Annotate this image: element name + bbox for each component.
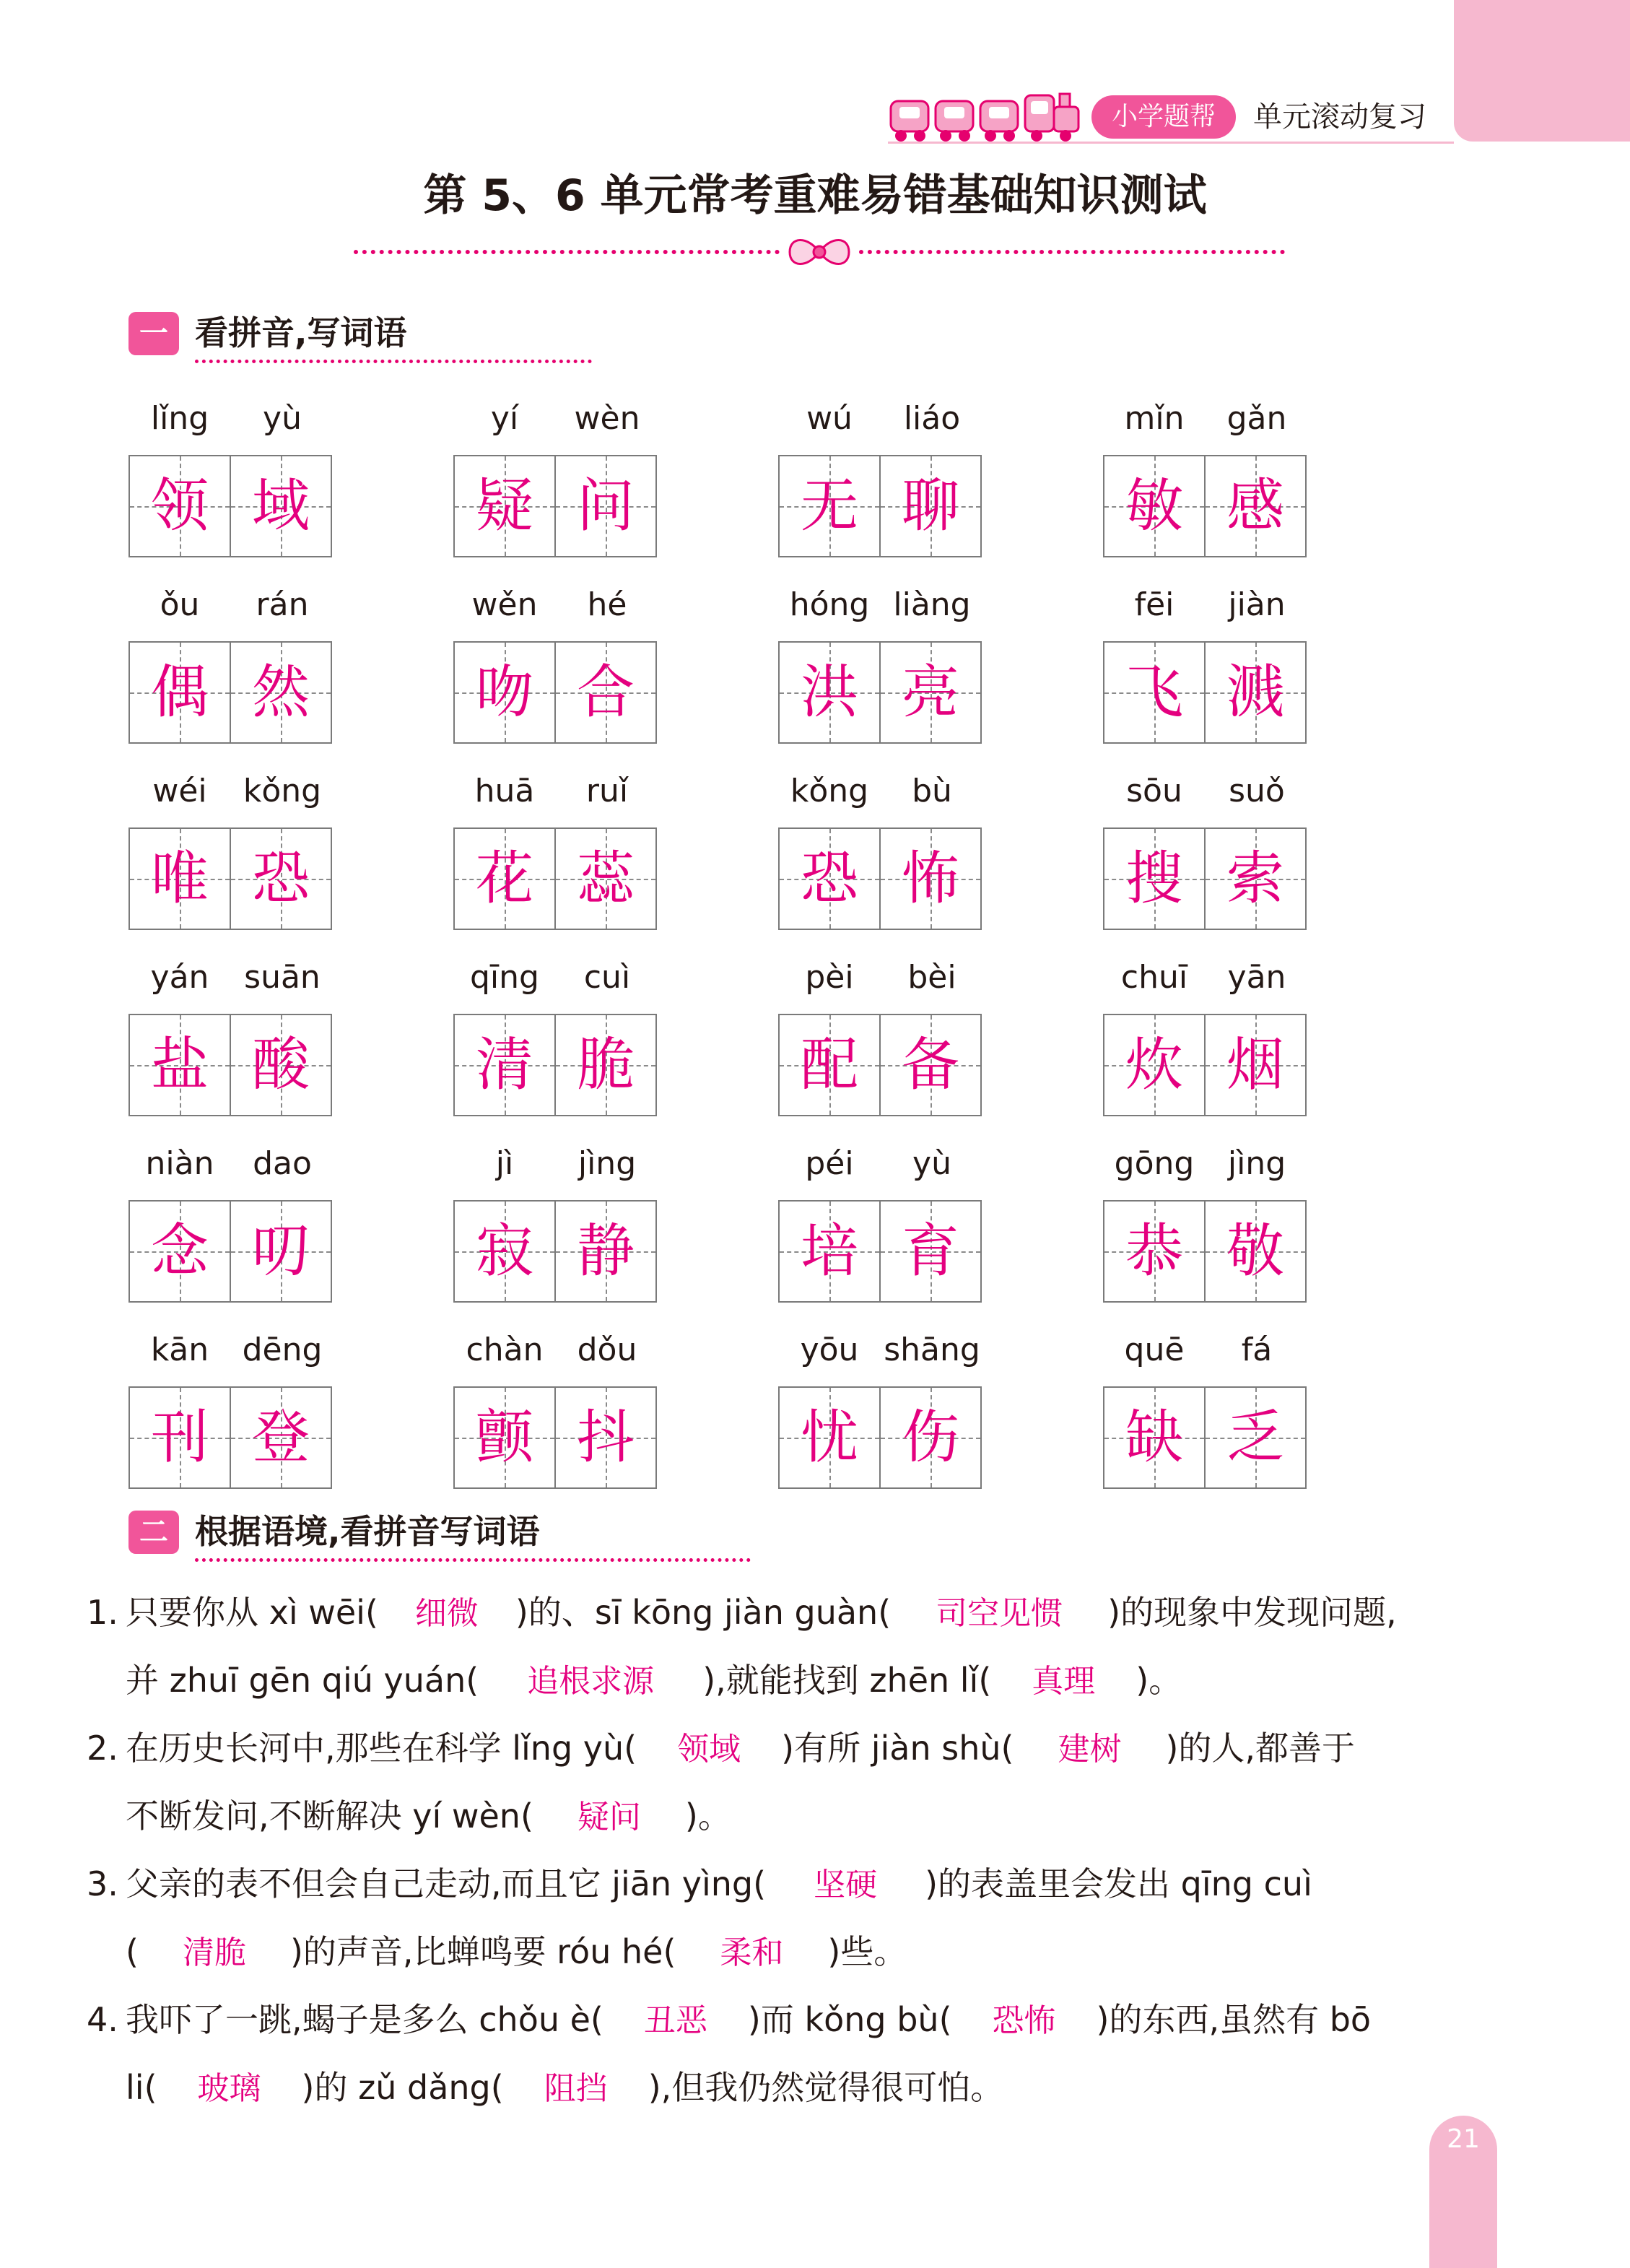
pinyin: wěn bbox=[471, 586, 538, 623]
char-cell bbox=[453, 455, 556, 557]
answer: 建树 bbox=[1058, 1731, 1122, 1768]
char: 配 bbox=[801, 1031, 858, 1098]
word-item bbox=[453, 1142, 658, 1316]
corner-tab bbox=[1454, 0, 1630, 142]
question-2-line-1: 2. 在历史长河中,那些在科学 lǐng yù( 领域 )有所 jiàn shù( 建树 )的人,都善于 bbox=[126, 1714, 1512, 1783]
word-item bbox=[128, 1329, 334, 1502]
text: 的表盖里会发出 bbox=[938, 1864, 1181, 1903]
section1-underline bbox=[195, 360, 592, 363]
char: 寂 bbox=[476, 1217, 533, 1285]
pinyin: yù bbox=[263, 400, 302, 437]
char: 无 bbox=[801, 472, 858, 539]
char-cell bbox=[879, 1386, 982, 1489]
char-cell bbox=[554, 641, 657, 744]
word-item bbox=[778, 956, 983, 1129]
text: 而 bbox=[760, 2000, 805, 2039]
char-cell bbox=[778, 1014, 881, 1116]
char-cell bbox=[230, 455, 332, 557]
text: 的现象中发现问题, bbox=[1120, 1593, 1397, 1632]
pinyin: rán bbox=[256, 586, 309, 623]
char: 偶 bbox=[151, 659, 209, 726]
page-title: 第 5、6 单元常考重难易错基础知识测试 bbox=[423, 170, 1207, 221]
pinyin: yí wèn bbox=[412, 1796, 520, 1835]
pinyin: qīng bbox=[470, 959, 539, 996]
word-item bbox=[778, 1329, 983, 1502]
char-cell bbox=[1204, 1200, 1307, 1303]
text: 父亲的表不但会自己走动,而且它 bbox=[126, 1864, 612, 1903]
pinyin: dao bbox=[253, 1145, 312, 1182]
char-cell bbox=[879, 641, 982, 744]
text: 的、 bbox=[528, 1593, 595, 1632]
page-number: 21 bbox=[1447, 2124, 1480, 2154]
char-cell bbox=[453, 827, 556, 930]
char-cell bbox=[879, 827, 982, 930]
section2-title: 根据语境,看拼音写词语 bbox=[195, 1512, 540, 1551]
pinyin: jiàn shù bbox=[871, 1729, 1001, 1768]
pinyin: wéi bbox=[152, 773, 207, 809]
char: 乏 bbox=[1226, 1404, 1284, 1471]
char: 叨 bbox=[252, 1217, 310, 1285]
word-item bbox=[128, 770, 334, 943]
pinyin: jiān yìng bbox=[611, 1864, 754, 1903]
pinyin: hé bbox=[587, 586, 627, 623]
section2-heading bbox=[128, 1508, 706, 1558]
pinyin: yān bbox=[1227, 959, 1286, 996]
text: 并 bbox=[126, 1661, 170, 1700]
pinyin: suān bbox=[244, 959, 321, 996]
word-item bbox=[1103, 1329, 1308, 1502]
word-item bbox=[453, 397, 658, 570]
pinyin: kǒng bbox=[243, 773, 322, 809]
question-number: 3. bbox=[87, 1864, 118, 1903]
header-divider bbox=[888, 142, 1454, 144]
char-cell bbox=[230, 827, 332, 930]
pinyin: bō bbox=[1329, 2000, 1372, 2039]
section1-heading bbox=[128, 309, 562, 360]
word-item bbox=[128, 583, 334, 757]
text: 。 bbox=[1149, 1661, 1182, 1700]
pinyin: chuī bbox=[1120, 959, 1188, 996]
pinyin: róu hé bbox=[557, 1932, 663, 1971]
char-cell bbox=[554, 455, 657, 557]
char-cell bbox=[879, 1200, 982, 1303]
word-item bbox=[1103, 397, 1308, 570]
pinyin: fēi bbox=[1134, 586, 1174, 623]
char: 索 bbox=[1226, 845, 1284, 912]
bow-icon bbox=[785, 233, 853, 271]
char-cell bbox=[453, 641, 556, 744]
pinyin: zhēn lǐ bbox=[869, 1661, 979, 1700]
char: 飞 bbox=[1125, 659, 1183, 726]
pinyin: liàng bbox=[893, 586, 971, 623]
pinyin: quē bbox=[1124, 1331, 1185, 1368]
char-cell bbox=[1204, 455, 1307, 557]
pinyin: wú bbox=[806, 400, 853, 437]
char: 领 bbox=[151, 472, 209, 539]
answer: 领域 bbox=[677, 1731, 741, 1768]
char: 蕊 bbox=[577, 845, 635, 912]
char: 花 bbox=[476, 845, 533, 912]
page-number-tab bbox=[1429, 2116, 1497, 2268]
answer: 细微 bbox=[414, 1595, 479, 1632]
pinyin: chǒu è bbox=[479, 2000, 590, 2039]
word-item bbox=[128, 956, 334, 1129]
question-1-line-2: 并 zhuī gēn qiú yuán( 追根求源 ),就能找到 zhēn lǐ( 真理 )。 bbox=[126, 1646, 1512, 1716]
char: 登 bbox=[252, 1404, 310, 1471]
word-item bbox=[778, 397, 983, 570]
section2-underline bbox=[195, 1558, 751, 1562]
char-cell bbox=[453, 1200, 556, 1303]
char-cell bbox=[778, 827, 881, 930]
pinyin: mǐn bbox=[1124, 400, 1185, 437]
pinyin: yí bbox=[490, 400, 519, 437]
char: 敏 bbox=[1125, 472, 1183, 539]
char-cell bbox=[554, 1386, 657, 1489]
answer: 丑恶 bbox=[643, 2002, 707, 2039]
question-3-line-1: 3. 父亲的表不但会自己走动,而且它 jiān yìng( 坚硬 )的表盖里会发出 qīng cuì bbox=[126, 1850, 1512, 1919]
char: 忧 bbox=[801, 1404, 858, 1471]
char: 烟 bbox=[1226, 1031, 1284, 1098]
pinyin: shāng bbox=[884, 1331, 980, 1368]
pinyin: niàn bbox=[145, 1145, 214, 1182]
pinyin: yù bbox=[912, 1145, 951, 1182]
char: 静 bbox=[577, 1217, 635, 1285]
char: 搜 bbox=[1125, 845, 1183, 912]
char-cell bbox=[778, 455, 881, 557]
char: 感 bbox=[1226, 472, 1284, 539]
char: 恐 bbox=[801, 845, 858, 912]
question-4-line-2: li( 玻璃 )的 zǔ dǎng( 阻挡 ),但我仍然觉得很可怕。 bbox=[126, 2054, 1512, 2123]
answer: 坚硬 bbox=[814, 1867, 878, 1903]
char-cell bbox=[128, 1386, 231, 1489]
text: 有所 bbox=[794, 1729, 871, 1768]
char-cell bbox=[230, 1014, 332, 1116]
section1-number: 一 bbox=[128, 312, 179, 355]
section1-title: 看拼音,写词语 bbox=[195, 313, 407, 352]
char: 颤 bbox=[476, 1404, 533, 1471]
pinyin: lǐng yù bbox=[512, 1729, 624, 1768]
pinyin: jìng bbox=[1227, 1145, 1286, 1182]
char: 缺 bbox=[1125, 1404, 1183, 1471]
text: 的声音,比蝉鸣要 bbox=[302, 1932, 557, 1971]
pinyin: fá bbox=[1241, 1331, 1273, 1368]
char-cell bbox=[1204, 1386, 1307, 1489]
pinyin: huā bbox=[474, 773, 535, 809]
title-dots-left bbox=[354, 250, 780, 254]
answer: 阻挡 bbox=[544, 2070, 608, 2107]
question-number: 1. bbox=[87, 1593, 118, 1632]
char-cell bbox=[1103, 1200, 1206, 1303]
char-cell bbox=[1204, 827, 1307, 930]
text: ,就能找到 bbox=[715, 1661, 870, 1700]
char: 然 bbox=[252, 659, 310, 726]
char: 抖 bbox=[577, 1404, 635, 1471]
word-item bbox=[1103, 1142, 1308, 1316]
pinyin: cuì bbox=[583, 959, 631, 996]
pinyin: gōng bbox=[1114, 1145, 1195, 1182]
char-cell bbox=[778, 641, 881, 744]
char-cell bbox=[128, 641, 231, 744]
word-item bbox=[453, 770, 658, 943]
char-cell bbox=[1103, 1386, 1206, 1489]
text: ,但我仍然觉得很可怕。 bbox=[661, 2068, 1004, 2107]
pinyin: suǒ bbox=[1229, 773, 1285, 809]
char-cell bbox=[879, 1014, 982, 1116]
pinyin: zhuī gēn qiú yuán bbox=[169, 1661, 466, 1700]
pinyin: bèi bbox=[907, 959, 956, 996]
pinyin: wèn bbox=[574, 400, 640, 437]
char: 亮 bbox=[902, 659, 959, 726]
pinyin: ruǐ bbox=[585, 773, 629, 809]
char: 盐 bbox=[151, 1031, 209, 1098]
char: 恐 bbox=[252, 845, 310, 912]
answer: 司空见惯 bbox=[936, 1595, 1063, 1632]
char: 培 bbox=[801, 1217, 858, 1285]
text: 我吓了一跳,蝎子是多么 bbox=[126, 2000, 479, 2039]
answer: 追根求源 bbox=[527, 1663, 655, 1700]
answer: 恐怖 bbox=[992, 2002, 1056, 2039]
word-item bbox=[778, 583, 983, 757]
pinyin: jiàn bbox=[1228, 586, 1286, 623]
pinyin: kǒng bbox=[790, 773, 869, 809]
char-cell bbox=[453, 1386, 556, 1489]
pinyin: chàn bbox=[466, 1331, 544, 1368]
pinyin: jì bbox=[495, 1145, 514, 1182]
text: 不断发问,不断解决 bbox=[126, 1796, 413, 1835]
char-cell bbox=[778, 1386, 881, 1489]
char-cell bbox=[1103, 1014, 1206, 1116]
answer: 玻璃 bbox=[197, 2070, 261, 2107]
question-2-line-2: 不断发问,不断解决 yí wèn( 疑问 )。 bbox=[126, 1782, 1512, 1851]
pinyin: dǒu bbox=[577, 1331, 637, 1368]
header-badge: 小学题帮 bbox=[1091, 95, 1236, 139]
pinyin: li bbox=[126, 2068, 144, 2107]
answer: 疑问 bbox=[577, 1799, 641, 1835]
section2-number: 二 bbox=[128, 1511, 179, 1554]
answer: 清脆 bbox=[182, 1934, 246, 1971]
answer: 柔和 bbox=[720, 1934, 784, 1971]
char: 唯 bbox=[151, 845, 209, 912]
char: 溅 bbox=[1226, 659, 1284, 726]
char-cell bbox=[128, 827, 231, 930]
answer: 真理 bbox=[1032, 1663, 1096, 1700]
word-item bbox=[453, 583, 658, 757]
word-item bbox=[778, 770, 983, 943]
char: 恭 bbox=[1125, 1217, 1183, 1285]
char-cell bbox=[230, 1386, 332, 1489]
text: 。 bbox=[697, 1796, 731, 1835]
question-number: 4. bbox=[87, 2000, 118, 2039]
char: 疑 bbox=[476, 472, 533, 539]
char: 清 bbox=[476, 1031, 533, 1098]
text: 的东西,虽然有 bbox=[1109, 2000, 1330, 2039]
char-cell bbox=[554, 1014, 657, 1116]
char: 吻 bbox=[476, 659, 533, 726]
word-item bbox=[453, 956, 658, 1129]
pinyin: hóng bbox=[789, 586, 870, 623]
pinyin: yōu bbox=[800, 1331, 859, 1368]
question-4-line-1: 4. 我吓了一跳,蝎子是多么 chǒu è( 丑恶 )而 kǒng bù( 恐怖 )的东西,虽然有 bō bbox=[126, 1986, 1512, 2055]
char-cell bbox=[554, 1200, 657, 1303]
pinyin: bù bbox=[912, 773, 952, 809]
question-1-line-1: 1. 只要你从 xì wēi( 细微 )的、sī kōng jiàn guàn( 司空见惯 )的现象中发现问题, bbox=[126, 1578, 1512, 1648]
word-item bbox=[453, 1329, 658, 1502]
pinyin: lǐng bbox=[150, 400, 209, 437]
char-cell bbox=[879, 455, 982, 557]
text: 的 bbox=[314, 2068, 359, 2107]
pinyin: jìng bbox=[578, 1145, 637, 1182]
word-item bbox=[128, 397, 334, 570]
char: 酸 bbox=[252, 1031, 310, 1098]
char-cell bbox=[1103, 641, 1206, 744]
pinyin: yán bbox=[150, 959, 209, 996]
pinyin: zǔ dǎng bbox=[358, 2068, 491, 2107]
text: 的人,都善于 bbox=[1178, 1729, 1356, 1768]
char: 洪 bbox=[801, 659, 858, 726]
pinyin: xì wēi bbox=[269, 1593, 365, 1632]
word-item bbox=[1103, 770, 1308, 943]
char-cell bbox=[128, 1200, 231, 1303]
char-cell bbox=[778, 1200, 881, 1303]
char-cell bbox=[554, 827, 657, 930]
char-cell bbox=[128, 1014, 231, 1116]
train-icon bbox=[888, 91, 1083, 144]
char-cell bbox=[1103, 827, 1206, 930]
char: 域 bbox=[252, 472, 310, 539]
pinyin: pèi bbox=[805, 959, 854, 996]
pinyin: dēng bbox=[242, 1331, 323, 1368]
pinyin: péi bbox=[805, 1145, 854, 1182]
pinyin: qīng cuì bbox=[1180, 1864, 1312, 1903]
pinyin: sōu bbox=[1126, 773, 1182, 809]
char: 伤 bbox=[902, 1404, 959, 1471]
pinyin: gǎn bbox=[1226, 400, 1287, 437]
header-subtitle: 单元滚动复习 bbox=[1253, 100, 1426, 134]
char-cell bbox=[1103, 455, 1206, 557]
char: 聊 bbox=[902, 472, 959, 539]
char: 敬 bbox=[1226, 1217, 1284, 1285]
char: 问 bbox=[577, 472, 635, 539]
word-item bbox=[1103, 956, 1308, 1129]
pinyin: ǒu bbox=[160, 586, 200, 623]
word-item bbox=[778, 1142, 983, 1316]
char: 备 bbox=[902, 1031, 959, 1098]
char-cell bbox=[453, 1014, 556, 1116]
char-cell bbox=[128, 455, 231, 557]
char: 念 bbox=[151, 1217, 209, 1285]
char: 炊 bbox=[1125, 1031, 1183, 1098]
pinyin: kān bbox=[150, 1331, 209, 1368]
char-cell bbox=[230, 641, 332, 744]
char: 育 bbox=[902, 1217, 959, 1285]
title-dots-right bbox=[859, 250, 1285, 254]
pinyin: sī kōng jiàn guàn bbox=[594, 1593, 879, 1632]
char-cell bbox=[1204, 1014, 1307, 1116]
word-item bbox=[1103, 583, 1308, 757]
word-item bbox=[128, 1142, 334, 1316]
pinyin: liáo bbox=[903, 400, 961, 437]
char: 合 bbox=[577, 659, 635, 726]
char: 刊 bbox=[151, 1404, 209, 1471]
char: 怖 bbox=[902, 845, 959, 912]
char-cell bbox=[1204, 641, 1307, 744]
text: 些。 bbox=[840, 1932, 907, 1971]
char-cell bbox=[230, 1200, 332, 1303]
pinyin: kǒng bù bbox=[804, 2000, 939, 2039]
char: 脆 bbox=[577, 1031, 635, 1098]
question-3-line-2: ( 清脆 )的声音,比蝉鸣要 róu hé( 柔和 )些。 bbox=[126, 1918, 1512, 1987]
text: 在历史长河中,那些在科学 bbox=[126, 1729, 513, 1768]
text: 只要你从 bbox=[126, 1593, 269, 1632]
question-number: 2. bbox=[87, 1729, 118, 1768]
